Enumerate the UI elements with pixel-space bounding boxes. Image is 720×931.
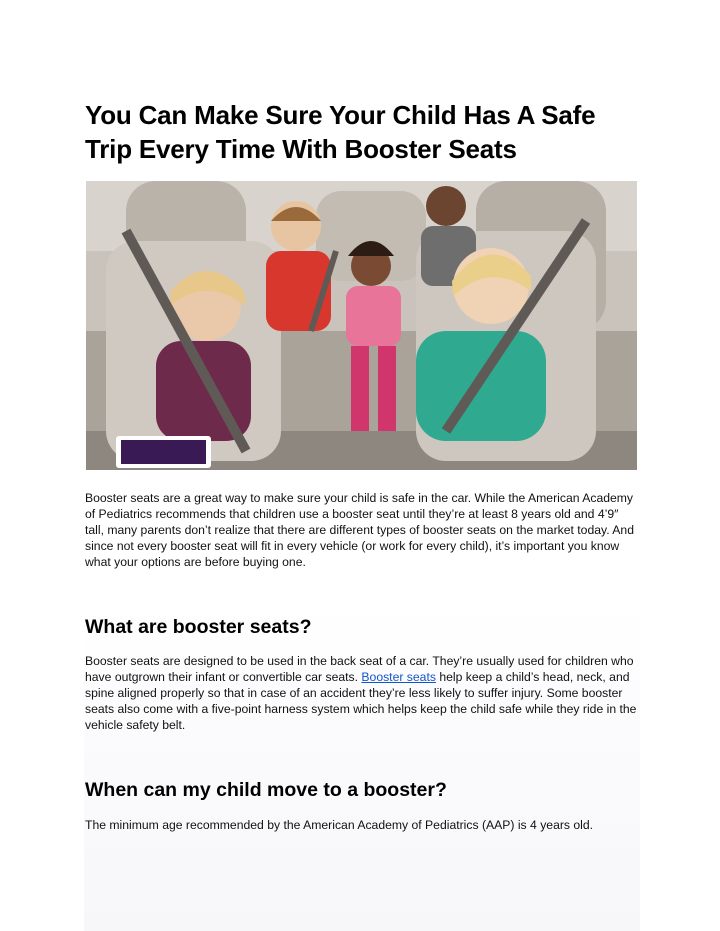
paragraph-text-start: Booster seats are designed to be used in the back seat of a car. They’re usually used for children who have outgrown their infant or convertible car seats. (85, 654, 634, 684)
article-header (85, 98, 640, 166)
page-title: You Can Make Sure Your Child Has A Safe Trip Every Time With Booster Seats (85, 100, 596, 164)
page-background (84, 600, 640, 931)
intro-paragraph: Booster seats are a great way to make sure your child is safe in the car. While the American Academy of Pediatrics recommends that children use a booster seat until they’re at least 8 years old and 4’9″ tall, many parents don’t realize that there are different types of booster seats on the market today. And since not every booster seat will fit in every vehicle (or work for every child), it’s important you know what your options are before buying one. (85, 491, 634, 569)
photo-illustration (86, 181, 637, 470)
minimum-age-paragraph: The minimum age recommended by the American Academy of Pediatrics (AAP) is 4 years old. (85, 818, 594, 832)
paragraph-text-end: help keep a child’s head, neck, and spine aligned properly so that in case of an accident they’re less likely to suffer injury. Some booster seats also come with a five-point harness system which helps keep the child safe while they ride in the vehicle safety belt. (85, 670, 637, 732)
children-in-booster-seats-photo (86, 181, 637, 470)
booster-seats-paragraph (85, 653, 640, 733)
booster-seats-link[interactable]: Booster seats (361, 670, 436, 684)
section-heading-what-are-booster-seats: What are booster seats? (85, 616, 312, 638)
section-heading-when-to-move: When can my child move to a booster? (85, 779, 447, 801)
